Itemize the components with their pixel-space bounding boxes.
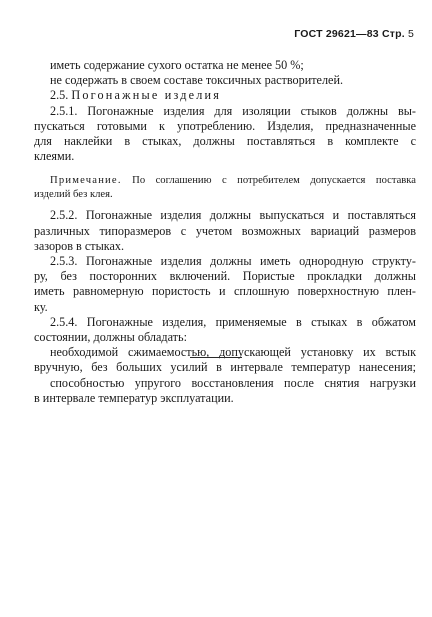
- note-line: изделий без клея.: [34, 189, 113, 201]
- paragraph-2-5-1-line: пускаться готовыми к употреблению. Изделия, предназначенные: [34, 118, 416, 133]
- note-label: Примечание.: [50, 175, 122, 187]
- section-end-divider: [190, 357, 242, 358]
- paragraph-2-5-3-line: иметь равномерную пористость и сплошную поверхностную плен-: [34, 284, 416, 299]
- page-number: 5: [407, 28, 414, 40]
- paragraph-2-5-4-line: вручную, без больших усилий в интервале температур нанесения;: [34, 360, 416, 375]
- paragraph-2-5-1-line: для наклейки в стыках, должны поставляться в комплекте с: [34, 134, 416, 149]
- paragraph-2-5-4-line: 2.5.4. Погонажные изделия, применяемые в стыках в обжатом: [50, 314, 416, 329]
- paragraph-2-5-3-line: ру, без посторонних включений. Пористые прокладки должны: [34, 269, 416, 284]
- paragraph-2-5-2-line: зазоров в стыках.: [34, 238, 125, 253]
- paragraph-2-5-4-line: состоянии, должны обладать:: [34, 330, 187, 345]
- paragraph-2-5-1-line: клеями.: [34, 149, 75, 164]
- paragraph-2-5-2-line: 2.5.2. Погонажные изделия должны выпускаться и поставляться: [50, 208, 416, 223]
- note-block: [34, 174, 416, 202]
- page-label: Стр.: [381, 28, 405, 40]
- requirement-line-dry-residue: иметь содержание сухого остатка не менее 50 %;: [50, 58, 304, 72]
- note-line: [34, 174, 416, 188]
- note-text: По соглашению с потребителем допускается поставка: [132, 175, 416, 187]
- paragraph-2-5-2-line: различных типоразмеров с учетом возможных вариаций размеров: [34, 223, 416, 238]
- requirement-line-no-toxic-solvents: не содержать в своем составе токсичных растворителей.: [50, 73, 344, 88]
- page-header: [294, 28, 414, 40]
- paragraph-2-5-4-line: в интервале температур эксплуатации.: [34, 390, 234, 405]
- paragraph-2-5-3-line: 2.5.3. Погонажные изделия должны иметь однородную структу-: [50, 254, 416, 269]
- section-2-5-title: Погонажные изделия: [71, 88, 222, 103]
- section-2-5-heading: [34, 88, 416, 103]
- section-2-5-number: 2.5.: [50, 88, 69, 103]
- paragraph-2-5-4-line: необходимой сжимаемостью, допускающей установку их встык: [50, 345, 416, 360]
- standard-designation: ГОСТ 29621—83: [294, 28, 379, 40]
- paragraph-2-5-1-line: 2.5.1. Погонажные изделия для изоляции стыков должны вы-: [50, 103, 416, 118]
- paragraph-2-5-3-line: ку.: [34, 299, 48, 314]
- document-body: [34, 58, 416, 406]
- paragraph-2-5-4-line: способностью упругого восстановления после снятия нагрузки: [50, 375, 416, 390]
